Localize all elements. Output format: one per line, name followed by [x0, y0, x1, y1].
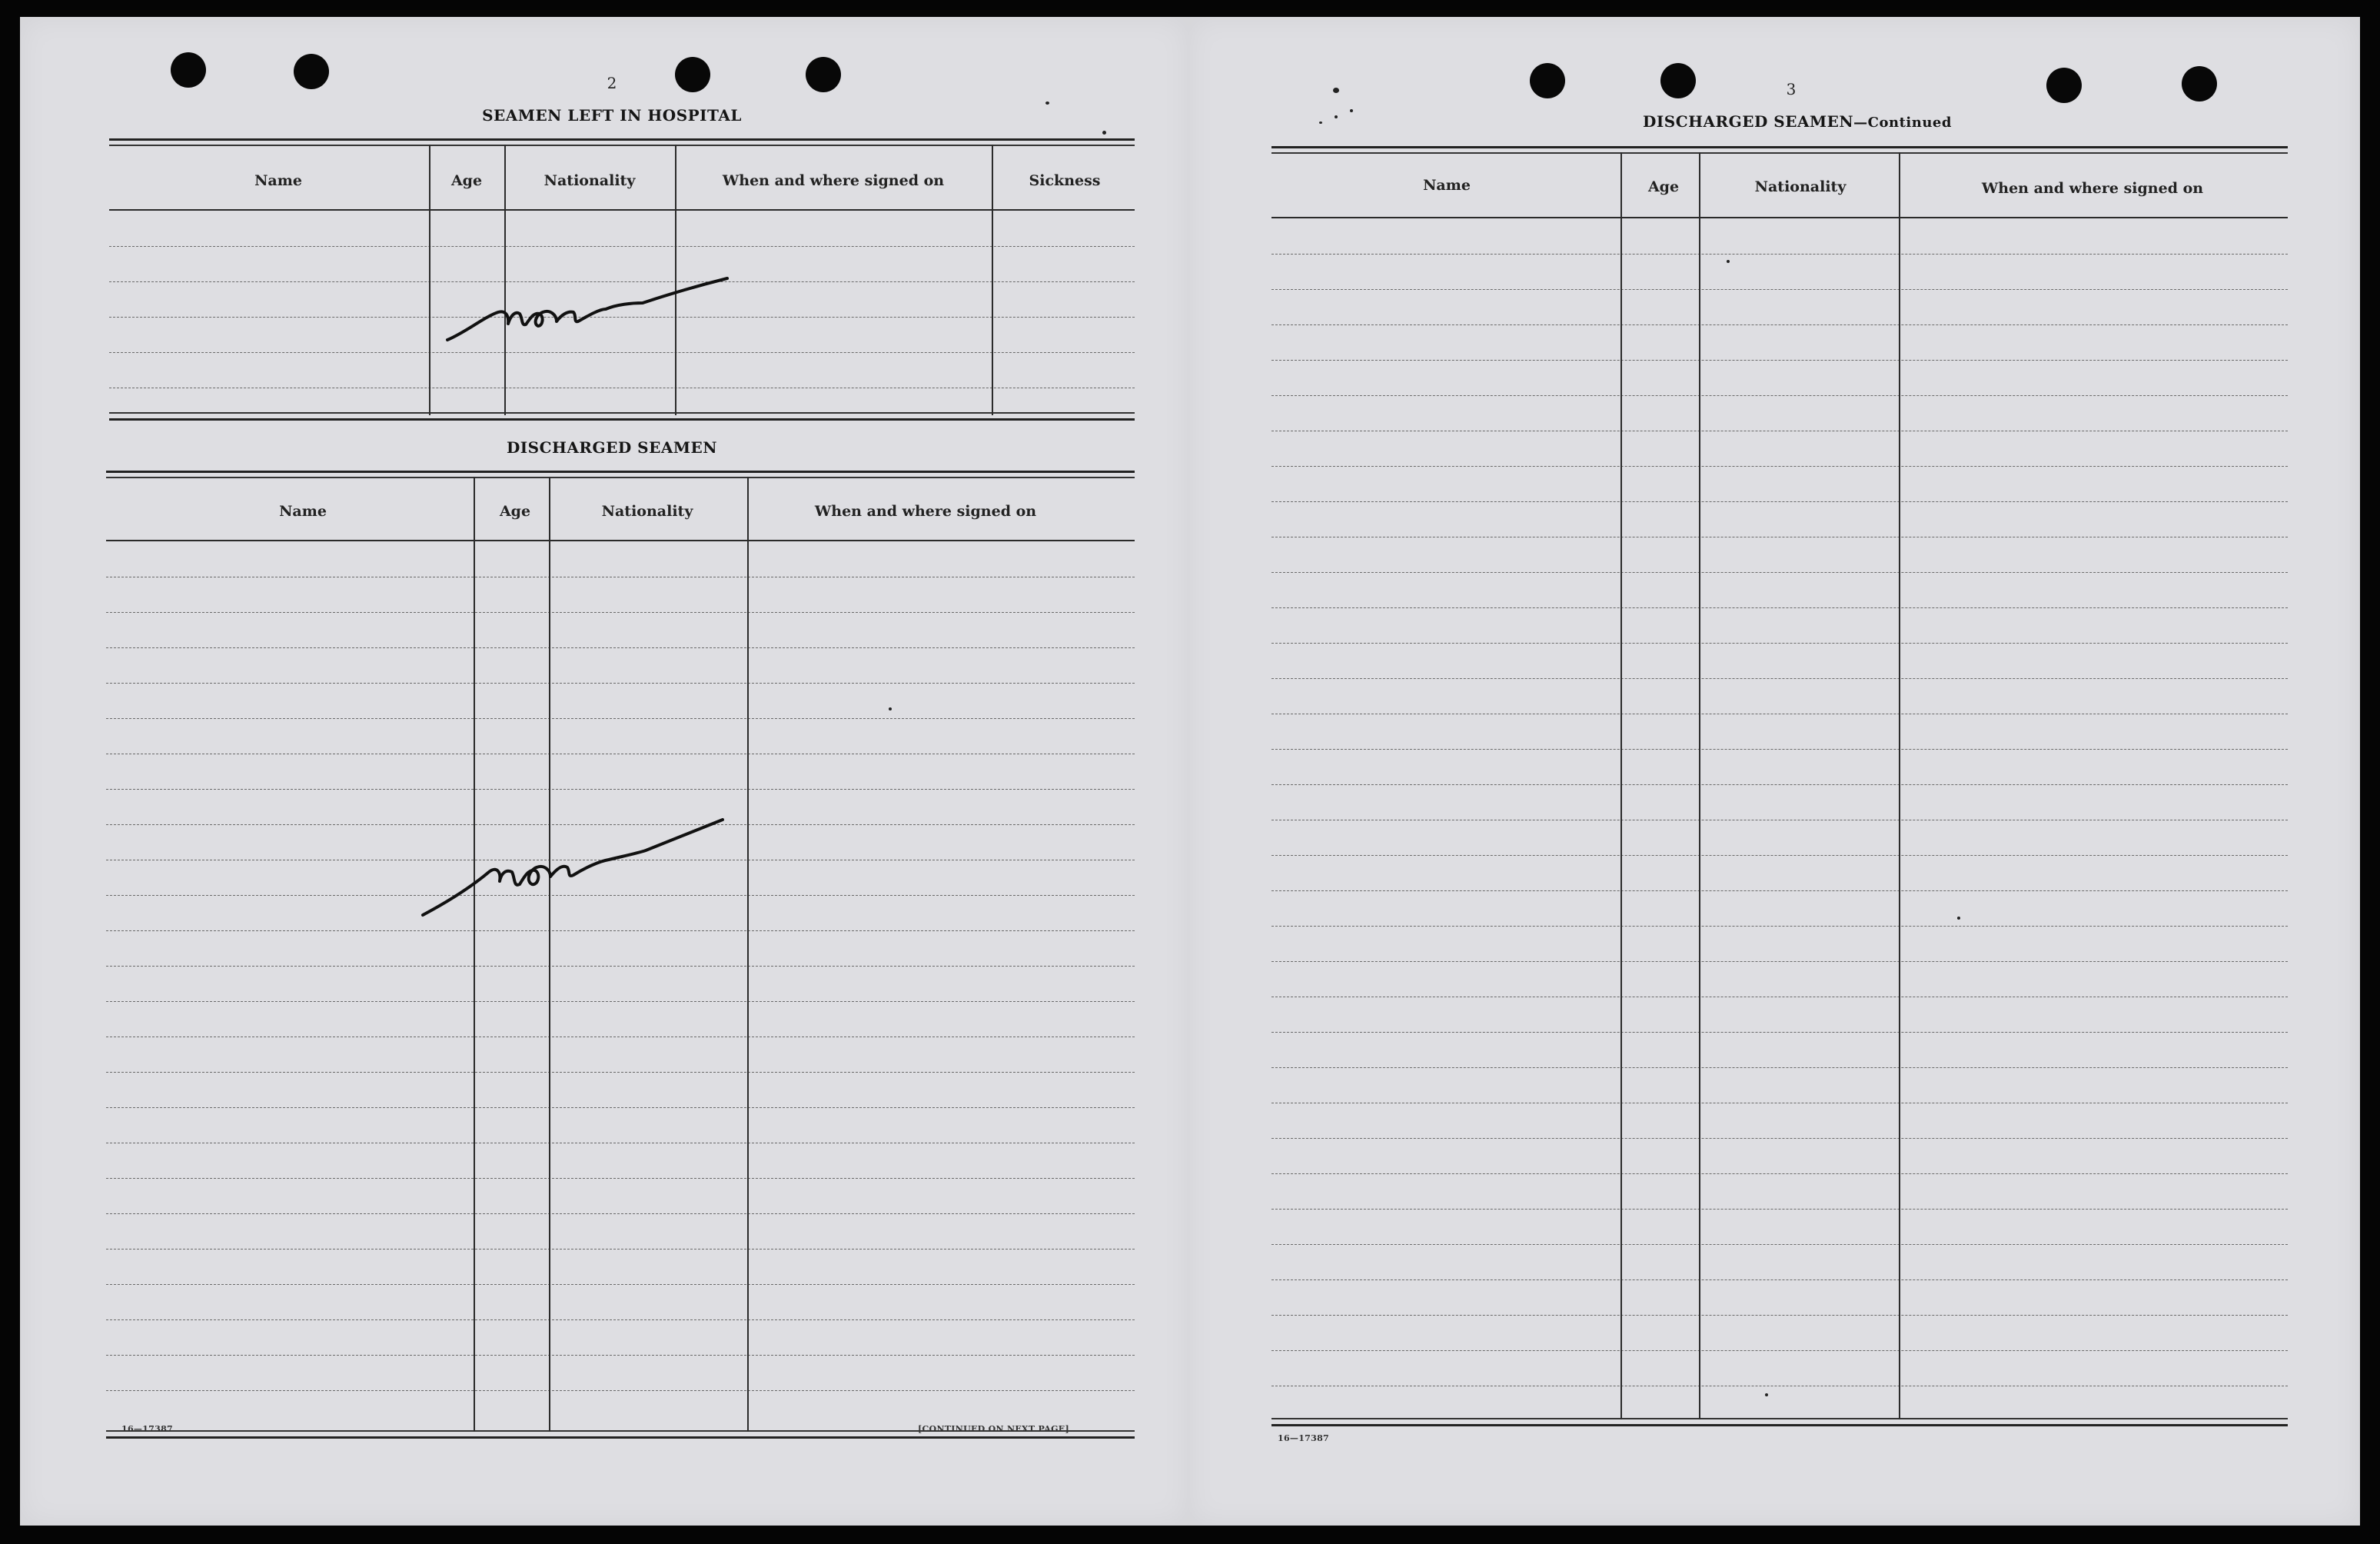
right-page — [1188, 17, 2360, 1526]
binder-hole — [294, 54, 329, 89]
column-header-nationality: Nationality — [543, 172, 636, 189]
form-number: 16—17387 — [121, 1424, 173, 1434]
column-header-age: Age — [499, 503, 531, 520]
binder-hole — [2046, 68, 2082, 103]
column-header-signed-on: When and where signed on — [814, 503, 1037, 520]
hospital-section-title: SEAMEN LEFT IN HOSPITAL — [482, 106, 742, 125]
column-header-sickness: Sickness — [1029, 172, 1101, 189]
discharged-section-title: DISCHARGED SEAMEN — [506, 438, 718, 457]
column-header-nationality: Nationality — [601, 503, 693, 520]
column-header-signed-on: When and where signed on — [722, 172, 945, 189]
page-number: 2 — [607, 74, 617, 92]
form-number: 16—17387 — [1278, 1433, 1329, 1443]
left-page — [20, 17, 1188, 1526]
section-title-suffix: —Continued — [1853, 115, 1952, 131]
binder-hole — [171, 52, 206, 88]
page-number: 3 — [1786, 80, 1797, 98]
binder-hole — [1660, 63, 1696, 98]
binder-hole — [675, 57, 710, 92]
continued-note: [CONTINUED ON NEXT PAGE] — [918, 1424, 1069, 1434]
column-header-name: Name — [1423, 177, 1471, 194]
handwritten-none-signature — [435, 220, 743, 358]
column-header-name: Name — [254, 172, 302, 189]
binder-hole — [2182, 66, 2217, 101]
column-header-age: Age — [1647, 178, 1680, 195]
column-header-age: Age — [450, 172, 483, 189]
column-header-signed-on: When and where signed on — [1981, 180, 2204, 197]
discharged-ledger — [106, 471, 1135, 1441]
column-header-nationality: Nationality — [1754, 178, 1846, 195]
binder-hole — [806, 57, 841, 92]
section-title-main: DISCHARGED SEAMEN — [1643, 112, 1854, 131]
discharged-continued-ledger — [1271, 146, 2288, 1430]
handwritten-none-signature — [415, 774, 730, 927]
binder-hole — [1530, 63, 1565, 98]
discharged-continued-title — [1643, 112, 1952, 131]
column-header-name: Name — [279, 503, 327, 520]
